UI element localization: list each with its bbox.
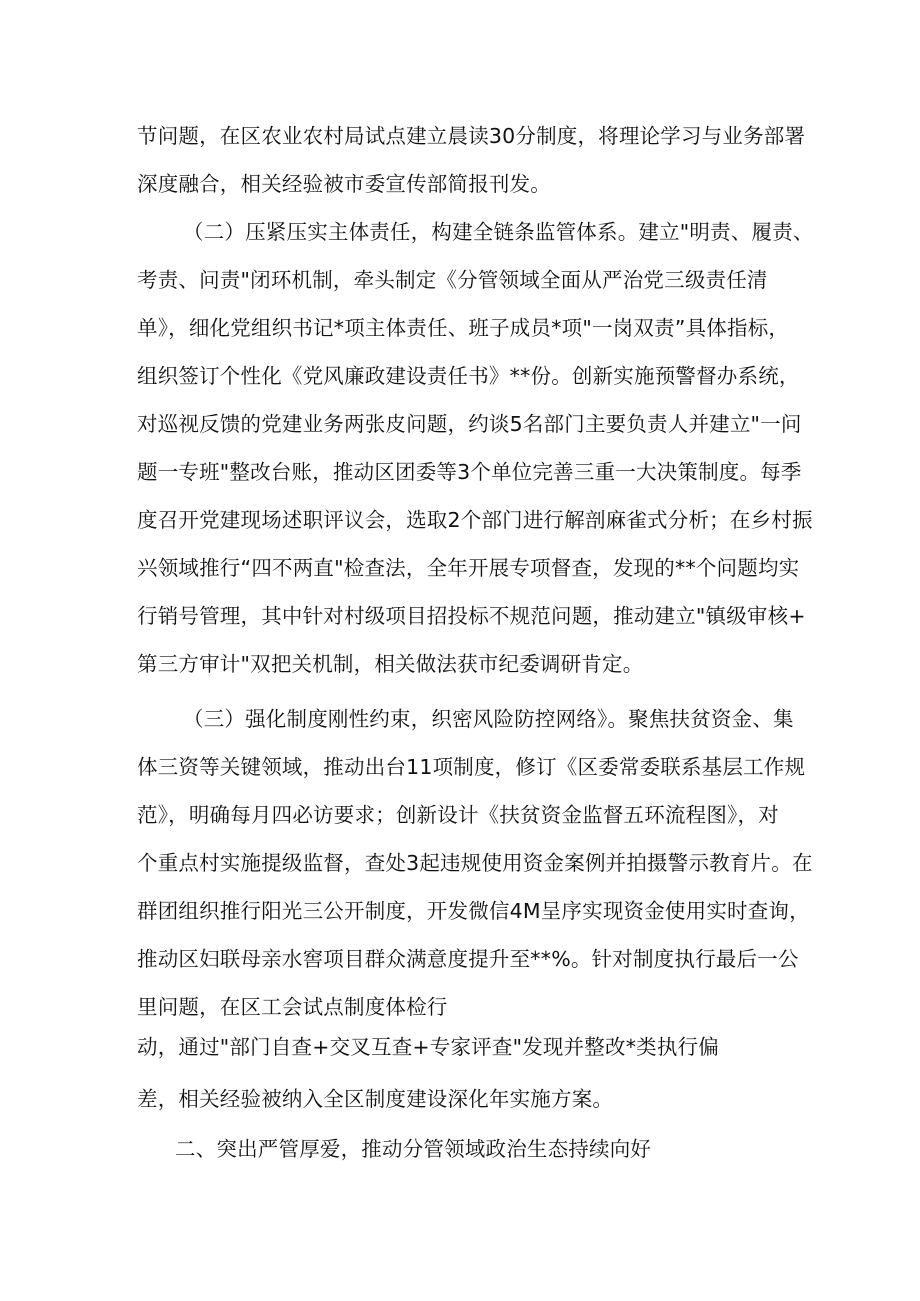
text-line-11: 行销号管理，其中针对村级项目招投标不规范问题，推动建立"镇级审核+ xyxy=(137,604,806,628)
text-line-21: 差，相关经验被纳入全区制度建设深化年实施方案。 xyxy=(137,1087,614,1111)
text-line-1: 节问题，在区农业农村局试点建立晨读30分制度，将理论学习与业务部署 xyxy=(137,124,806,148)
text-line-10: 兴领域推行“四不两直"检查法，全年开展专项督查，发现的**个问题均实 xyxy=(137,556,800,580)
text-line-6: 组织签订个性化《党风廉政建设责任书》**份。创新实施预警督办系统， xyxy=(137,364,800,388)
text-line-15: 范》，明确每月四必访要求；创新设计《扶贫资金监督五环流程图》，对 xyxy=(137,803,779,827)
text-line-9: 度召开党建现场述职评议会，选取2个部门进行解剖麻雀式分析；在乡村振 xyxy=(137,508,813,532)
text-line-5: 单》，细化党组织书记*项主体责任、班子成员*项"一岗双责”具体指标， xyxy=(137,316,790,340)
part-2-heading: 二、突出严管厚爱，推动分管领域政治生态持续向好 xyxy=(175,1137,652,1161)
section-2-heading-line: （二）压紧压实主体责任，构建全链条监管体系。建立"明责、履责、 xyxy=(183,220,814,244)
text-line-19: 里问题，在区工会试点制度体检行 xyxy=(137,995,448,1019)
text-line-12: 第三方审计"双把关机制，相关做法获市纪委调研肯定。 xyxy=(137,652,644,676)
text-line-14: 体三资等关键领域，推动出台11项制度，修订《区委常委联系基层工作规 xyxy=(137,755,806,779)
text-line-8: 题一专班"整改台账，推动区团委等3个单位完善三重一大决策制度。每季 xyxy=(137,460,802,484)
text-line-18: 推动区妇联母亲水窖项目群众满意度提升至**%。针对制度执行最后一公 xyxy=(137,947,799,971)
text-line-20: 动，通过"部门自查+交叉互查+专家评查"发现并整改*类执行偏 xyxy=(137,1035,719,1059)
text-line-4: 考责、问责"闭环机制，牵头制定《分管领域全面从严治党三级责任清 xyxy=(137,268,768,292)
text-line-17: 群团组织推行阳光三公开制度，开发微信4M呈序实现资金使用实时查询， xyxy=(137,899,810,923)
text-line-7: 对巡视反馈的党建业务两张皮问题，约谈5名部门主要负责人并建立"一问 xyxy=(137,412,802,436)
text-line-2: 深度融合，相关经验被市委宣传部简报刊发。 xyxy=(137,172,551,196)
section-3-heading-line: （三）强化制度刚性约束，织密风险防控网络》。聚焦扶贫资金、集 xyxy=(183,707,794,731)
text-line-16: 个重点村实施提级监督，查处3起违规使用资金案例并拍摄警示教育片。在 xyxy=(137,851,813,875)
